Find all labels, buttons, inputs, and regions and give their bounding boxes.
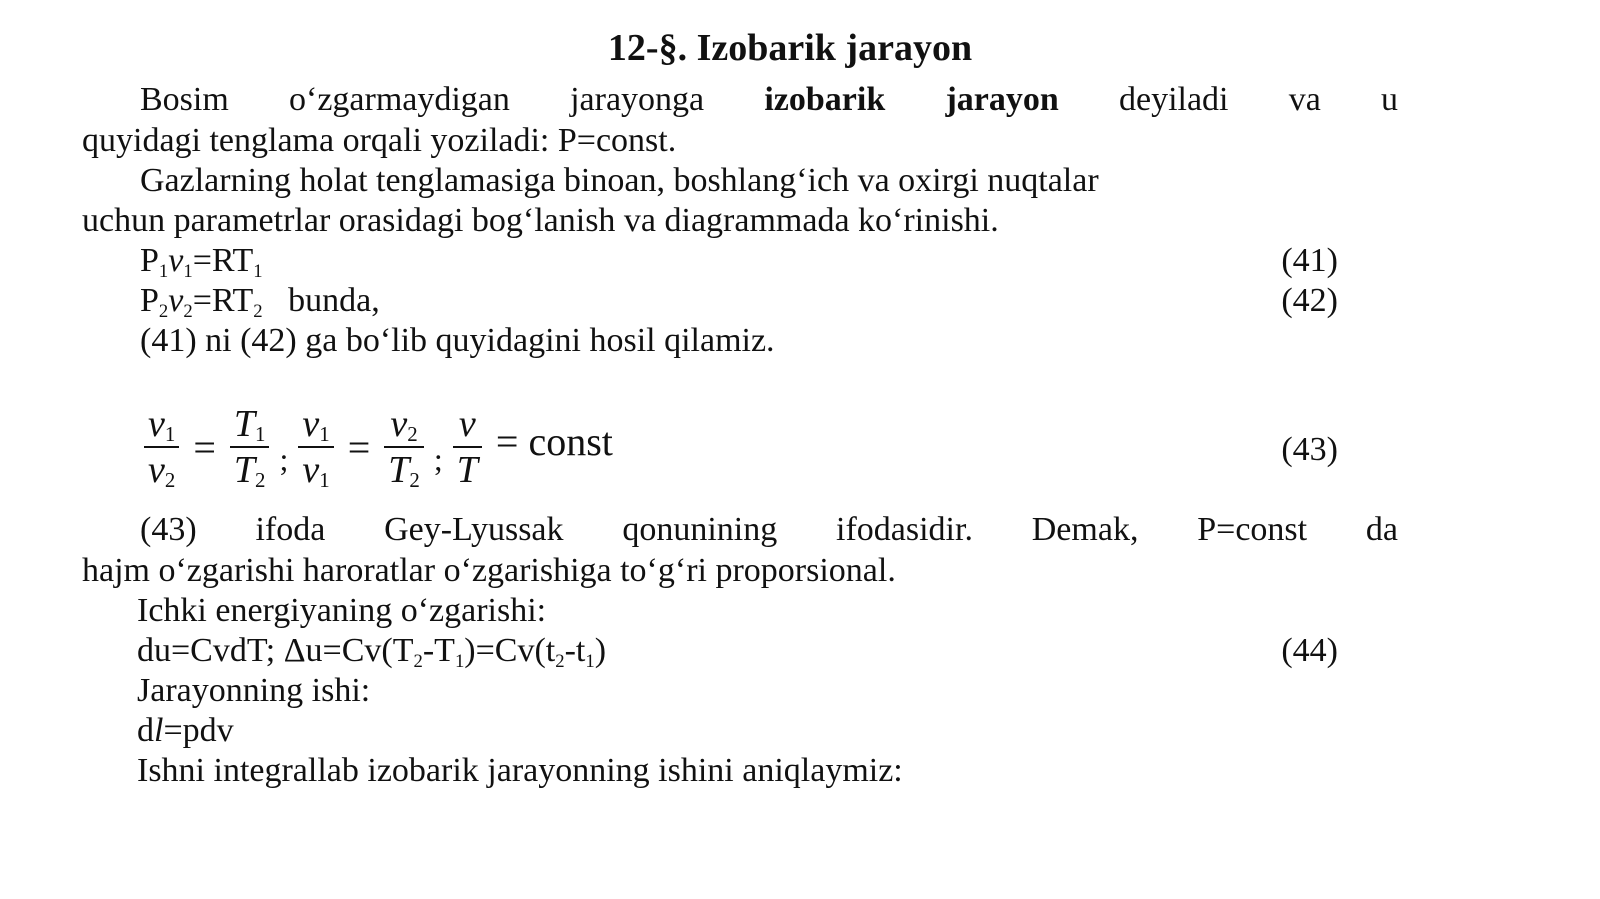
- work-label: Jarayonning ishi:: [137, 672, 371, 709]
- divide-instruction: (41) ni (42) ga bo‘lib quyidagini hosil qilamiz.: [140, 322, 775, 359]
- para3-line1: (43) ifoda Gey-Lyussak qonunining ifodasidir. Demak, P=const da: [140, 511, 1398, 548]
- para1-text-a: Bosim o‘zgarmaydigan jarayonga: [140, 81, 705, 118]
- equation-41: $P_1v_1=RT_1$: [140, 242, 263, 282]
- equation-43-number: (43): [1281, 431, 1338, 468]
- equation-41-number: (41): [1281, 242, 1338, 279]
- equation-44: du=CvdT; $\Delta u=Cv(T_2-T_1)=Cv(t_2-t_1)$: [137, 632, 607, 672]
- equation-42-number: (42): [1281, 282, 1338, 319]
- para1-text-b: deyiladi va u: [1118, 81, 1398, 118]
- equation-43: $\frac{v_1}{v_2}$ = $\frac{T_1}{T_2}$ ; $\frac{v_1}{v_1}$ = $\frac{v_2}{T_2}$ ; $\frac{v}{T}$ = const: [140, 392, 623, 502]
- section-title: 12-§. Izobarik jarayon: [607, 27, 973, 69]
- para2-line1: Gazlarning holat tenglamasiga binoan, boshlang‘ich va oxirgi nuqtalar: [140, 162, 1099, 199]
- fraction-v1-v1: $\frac{v_1}{v_1}$: [298, 402, 333, 492]
- work-equation: dl=pdv: [137, 712, 234, 749]
- para3-line2: hajm o‘zgarishi haroratlar o‘zgarishiga to‘g‘ri proporsional.: [82, 552, 896, 589]
- equation-44-number: (44): [1281, 632, 1338, 669]
- fraction-v2-t2: $\frac{v_2}{T_2}$: [384, 402, 424, 492]
- equation-42-suffix: bunda,: [288, 282, 380, 319]
- integrate-instruction: Ishni integrallab izobarik jarayonning ishini aniqlaymiz:: [137, 752, 903, 789]
- equation-42: $P_2v_2=RT_2$ bunda,: [140, 282, 380, 322]
- para1-line2: quyidagi tenglama orqali yoziladi: P=const.: [82, 122, 677, 159]
- para1-line1: [140, 80, 1398, 120]
- para2-line2: uchun parametrlar orasidagi bog‘lanish va diagrammada ko‘rinishi.: [82, 202, 999, 239]
- fraction-v1-v2: $\frac{v_1}{v_2}$: [144, 402, 179, 492]
- fraction-v-t: $\frac{v}{T}$: [453, 402, 482, 492]
- equation-43-const: = const: [495, 418, 613, 464]
- para1-bold-term: izobarik jarayon: [764, 81, 1059, 118]
- internal-energy-label: Ichki energiyaning o‘zgarishi:: [137, 592, 547, 629]
- fraction-t1-t2: $\frac{T_1}{T_2}$: [230, 402, 270, 492]
